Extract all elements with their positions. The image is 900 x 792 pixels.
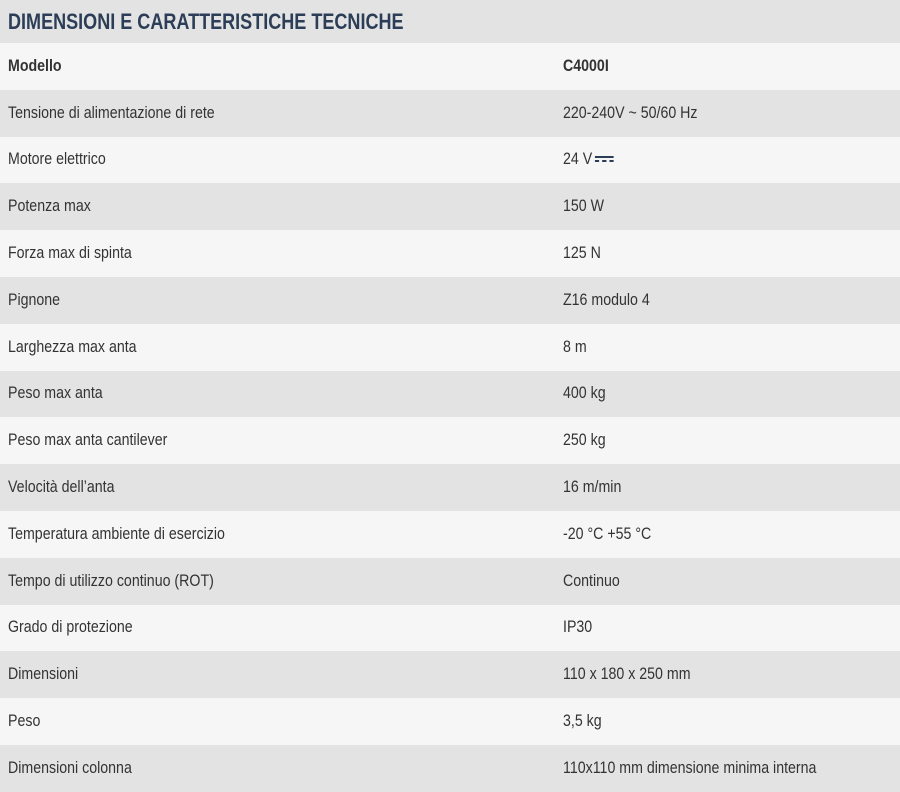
spec-label: Peso	[8, 712, 41, 731]
spec-value: 3,5 kg	[563, 712, 602, 731]
spec-label: Tempo di utilizzo continuo (ROT)	[8, 571, 214, 590]
spec-label: Larghezza max anta	[8, 337, 137, 356]
spec-label: Temperatura ambiente di esercizio	[8, 524, 225, 543]
table-row	[0, 464, 900, 511]
table-row	[0, 90, 900, 137]
spec-label: Forza max di spinta	[8, 244, 132, 263]
spec-label: Tensione di alimentazione di rete	[8, 103, 215, 122]
spec-label: Modello	[8, 56, 62, 75]
spec-value: 110x110 mm dimensione minima interna	[563, 758, 817, 777]
spec-value: IP30	[563, 618, 593, 637]
spec-label: Peso max anta	[8, 384, 103, 403]
table-row	[0, 43, 900, 90]
section-title: DIMENSIONI E CARATTERISTICHE TECNICHE	[0, 0, 900, 43]
spec-value: -20 °C +55 °C	[563, 524, 652, 543]
spec-value: 150 W	[563, 197, 605, 216]
table-row	[0, 511, 900, 558]
table-row	[0, 230, 900, 277]
table-row	[0, 698, 900, 745]
spec-label: Grado di protezione	[8, 618, 133, 637]
spec-label: Dimensioni	[8, 665, 79, 684]
spec-value: 250 kg	[563, 431, 606, 450]
spec-value: 400 kg	[563, 384, 606, 403]
table-row	[0, 745, 900, 792]
table-row	[0, 605, 900, 652]
spec-label: Dimensioni colonna	[8, 758, 132, 777]
table-row	[0, 324, 900, 371]
spec-value: Z16 modulo 4	[563, 290, 650, 309]
spec-value: 110 x 180 x 250 mm	[563, 665, 691, 684]
spec-value: 8 m	[563, 337, 587, 356]
spec-value: 220-240V ~ 50/60 Hz	[563, 103, 698, 122]
table-row	[0, 558, 900, 605]
spec-label: Motore elettrico	[8, 150, 106, 169]
spec-label: Peso max anta cantilever	[8, 431, 168, 450]
table-row	[0, 137, 900, 184]
table-row	[0, 277, 900, 324]
spec-value: 16 m/min	[563, 478, 622, 497]
table-row	[0, 651, 900, 698]
specs-table	[0, 43, 900, 792]
spec-value: 24 V	[555, 150, 622, 169]
table-row	[0, 183, 900, 230]
table-row	[0, 417, 900, 464]
table-row	[0, 371, 900, 418]
spec-value: Continuo	[563, 571, 620, 590]
spec-value: C4000I	[563, 56, 609, 75]
spec-label: Pignone	[8, 290, 61, 309]
spec-label: Velocità dell’anta	[8, 478, 115, 497]
spec-value: 125 N	[563, 244, 601, 263]
dc-current-icon	[595, 155, 614, 163]
spec-label: Potenza max	[8, 197, 91, 216]
